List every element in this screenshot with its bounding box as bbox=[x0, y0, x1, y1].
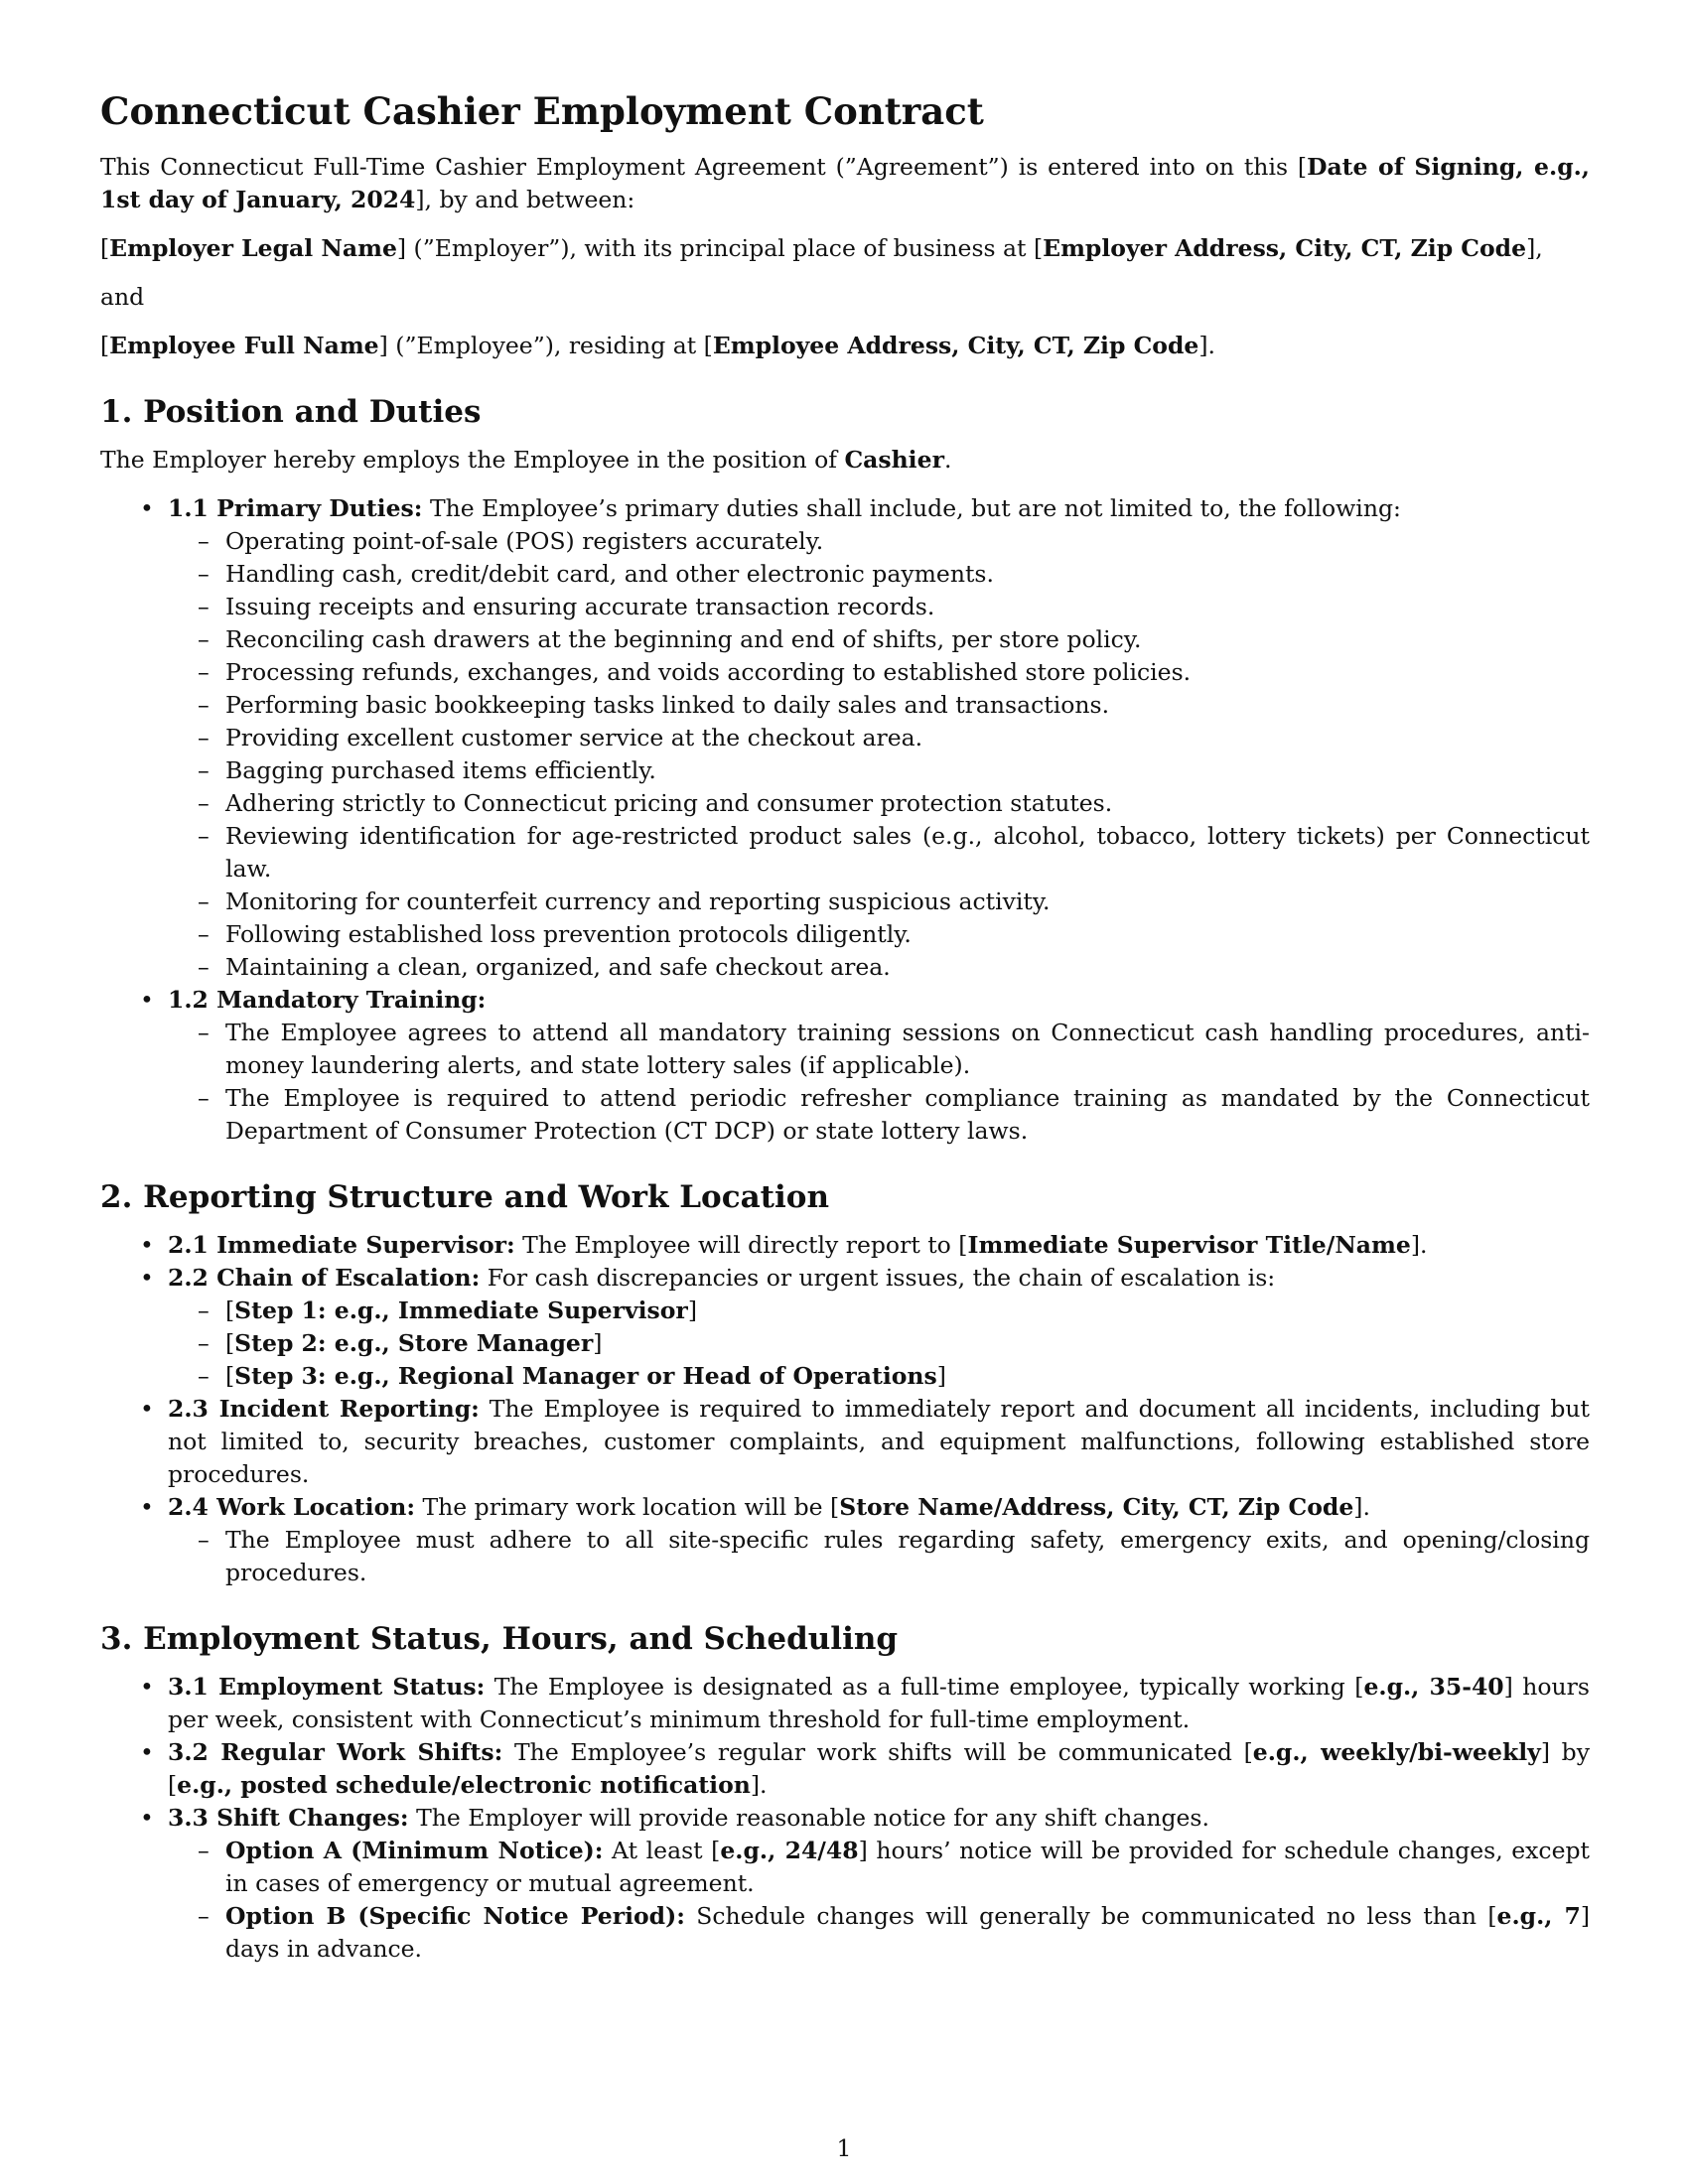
clause-item bbox=[100, 1262, 1590, 1393]
text-run: Issuing receipts and ensuring accurate transaction records. bbox=[225, 593, 935, 620]
section-heading: 2. Reporting Structure and Work Location bbox=[100, 1179, 829, 1215]
text-run: and bbox=[100, 283, 145, 311]
bold-text: Date of Signing, e.g., 1st day of January, 2024 bbox=[100, 153, 1590, 213]
sub-clause-item bbox=[168, 918, 1590, 951]
sub-clause-list bbox=[168, 1835, 1590, 1966]
conjunction-paragraph bbox=[100, 281, 1590, 314]
clause-item bbox=[100, 492, 1590, 984]
text-run: The primary work location will be [ bbox=[415, 1493, 840, 1521]
text-run: ] bbox=[593, 1329, 603, 1357]
sections-container bbox=[100, 392, 1590, 1966]
section-heading: 3. Employment Status, Hours, and Scheduling bbox=[100, 1621, 899, 1657]
sub-clause-item bbox=[168, 1017, 1590, 1082]
clause-item bbox=[100, 984, 1590, 1148]
employer-paragraph bbox=[100, 232, 1590, 265]
sub-clause-list bbox=[168, 1524, 1590, 1589]
sub-clause-item bbox=[168, 591, 1590, 623]
sub-clause-item bbox=[168, 754, 1590, 787]
bold-text: 3.3 Shift Changes: bbox=[168, 1804, 409, 1832]
bold-text: Option A (Minimum Notice): bbox=[225, 1837, 604, 1864]
text-run: Operating point-of-sale (POS) registers accurately. bbox=[225, 527, 824, 555]
text-run: ]. bbox=[1353, 1493, 1370, 1521]
bold-text: Employer Legal Name bbox=[109, 234, 397, 262]
section-heading: 1. Position and Duties bbox=[100, 394, 482, 430]
text-run: [ bbox=[100, 332, 110, 359]
bold-text: e.g., posted schedule/electronic notification bbox=[177, 1771, 751, 1799]
sub-clause-item bbox=[168, 1295, 1590, 1327]
sub-clause-item bbox=[168, 787, 1590, 820]
text-run: At least [ bbox=[603, 1837, 721, 1864]
text-run: Processing refunds, exchanges, and voids according to established store policies. bbox=[225, 658, 1192, 686]
text-run: ] bbox=[936, 1362, 946, 1390]
section-1 bbox=[100, 392, 1590, 1148]
clause-item bbox=[100, 1736, 1590, 1802]
document-page bbox=[100, 87, 1590, 1966]
bold-text: 2.1 Immediate Supervisor: bbox=[168, 1231, 515, 1259]
text-run: [ bbox=[225, 1329, 235, 1357]
section-3 bbox=[100, 1619, 1590, 1966]
sub-clause-item bbox=[168, 722, 1590, 754]
bold-text: 3.2 Regular Work Shifts: bbox=[168, 1738, 503, 1766]
clause-item bbox=[100, 1491, 1590, 1589]
text-run: For cash discrepancies or urgent issues, the chain of escalation is: bbox=[480, 1264, 1276, 1292]
text-run: Following established loss prevention protocols diligently. bbox=[225, 920, 912, 948]
bold-text: Employer Address, City, CT, Zip Code bbox=[1043, 234, 1527, 262]
text-run: ] (”Employer”), with its principal place of business at [ bbox=[396, 234, 1044, 262]
section-2 bbox=[100, 1177, 1590, 1589]
text-run: The Employee’s primary duties shall include, but are not limited to, the following: bbox=[422, 494, 1401, 522]
bold-text: Store Name/Address, City, CT, Zip Code bbox=[839, 1493, 1354, 1521]
sub-clause-item bbox=[168, 525, 1590, 558]
bold-text: Employee Full Name bbox=[109, 332, 379, 359]
text-run: ]. bbox=[750, 1771, 768, 1799]
text-run: The Employee is required to immediately report and document all incidents, including but not limited to, security breaches, customer complaints, and equipment malfunctions, following established store procedures. bbox=[168, 1395, 1590, 1488]
text-run: ] bbox=[687, 1297, 697, 1324]
sub-clause-item bbox=[168, 1082, 1590, 1148]
text-run: The Employer will provide reasonable notice for any shift changes. bbox=[408, 1804, 1209, 1832]
text-run: ] hours’ notice will be provided for schedule changes, except in cases of emergency or mutual agreement. bbox=[225, 1837, 1590, 1897]
sub-clause-item bbox=[168, 1327, 1590, 1360]
text-run: Performing basic bookkeeping tasks linked to daily sales and transactions. bbox=[225, 691, 1110, 719]
text-run: The Employee must adhere to all site-specific rules regarding safety, emergency exits, and opening/closing procedures. bbox=[225, 1526, 1590, 1586]
sub-clause-list bbox=[168, 1017, 1590, 1148]
text-run: The Employer hereby employs the Employee in the position of bbox=[100, 446, 845, 474]
sub-clause-item bbox=[168, 1900, 1590, 1966]
sub-clause-item bbox=[168, 1835, 1590, 1900]
text-run: The Employee is required to attend periodic refresher compliance training as mandated by the Connecticut Department of Consumer Protection (CT DCP) or state lottery laws. bbox=[225, 1084, 1590, 1145]
page-number: 1 bbox=[836, 2134, 852, 2162]
sub-clause-item bbox=[168, 886, 1590, 918]
bold-text: Employee Address, City, CT, Zip Code bbox=[712, 332, 1199, 359]
text-run: The Employee is designated as a full-time employee, typically working [ bbox=[485, 1673, 1364, 1701]
text-run: Monitoring for counterfeit currency and reporting suspicious activity. bbox=[225, 887, 1051, 915]
text-run: The Employee’s regular work shifts will be communicated [ bbox=[502, 1738, 1253, 1766]
bold-text: e.g., weekly/bi-weekly bbox=[1252, 1738, 1541, 1766]
bold-text: Step 3: e.g., Regional Manager or Head of Operations bbox=[234, 1362, 937, 1390]
text-run: The Employee will directly report to [ bbox=[514, 1231, 968, 1259]
text-run: The Employee agrees to attend all mandatory training sessions on Connecticut cash handling procedures, anti-money laundering alerts, and state lottery sales (if applicable). bbox=[225, 1019, 1590, 1079]
text-run: ]. bbox=[1410, 1231, 1428, 1259]
clause-list bbox=[100, 1671, 1590, 1966]
clause-item bbox=[100, 1802, 1590, 1966]
bold-text: e.g., 35-40 bbox=[1363, 1673, 1504, 1701]
text-run: Handling cash, credit/debit card, and other electronic payments. bbox=[225, 560, 994, 588]
text-run: ] hours per week, consistent with Connecticut’s minimum threshold for full-time employment. bbox=[168, 1673, 1590, 1733]
bold-text: Option B (Specific Notice Period): bbox=[225, 1902, 685, 1930]
text-run: Bagging purchased items efficiently. bbox=[225, 756, 656, 784]
bold-text: 2.3 Incident Reporting: bbox=[168, 1395, 480, 1423]
text-run: This Connecticut Full-Time Cashier Employment Agreement (”Agreement”) is entered into on this [ bbox=[100, 153, 1308, 181]
text-run: [ bbox=[100, 234, 110, 262]
bold-text: Step 1: e.g., Immediate Supervisor bbox=[234, 1297, 688, 1324]
sub-clause-list bbox=[168, 525, 1590, 984]
bold-text: Cashier bbox=[844, 446, 944, 474]
text-run: [ bbox=[225, 1297, 235, 1324]
sub-clause-item bbox=[168, 1524, 1590, 1589]
text-run: ], by and between: bbox=[415, 186, 635, 213]
clause-item bbox=[100, 1229, 1590, 1262]
text-run: ]. bbox=[1198, 332, 1215, 359]
text-run: Adhering strictly to Connecticut pricing and consumer protection statutes. bbox=[225, 789, 1113, 817]
sub-clause-item bbox=[168, 820, 1590, 886]
sub-clause-item bbox=[168, 951, 1590, 984]
clause-list bbox=[100, 1229, 1590, 1589]
bold-text: Step 2: e.g., Store Manager bbox=[234, 1329, 594, 1357]
text-run: [ bbox=[225, 1362, 235, 1390]
intro-paragraph bbox=[100, 151, 1590, 216]
bold-text: Immediate Supervisor Title/Name bbox=[967, 1231, 1411, 1259]
text-run: . bbox=[943, 446, 952, 474]
text-run: Schedule changes will generally be communicated no less than [ bbox=[684, 1902, 1497, 1930]
sub-clause-item bbox=[168, 656, 1590, 689]
document-title: Connecticut Cashier Employment Contract bbox=[100, 89, 984, 133]
text-run: ] by [ bbox=[168, 1738, 1590, 1799]
sub-clause-item bbox=[168, 689, 1590, 722]
text-run: Reviewing identification for age-restricted product sales (e.g., alcohol, tobacco, lottery tickets) per Connecticut law. bbox=[225, 822, 1590, 883]
bold-text: 3.1 Employment Status: bbox=[168, 1673, 486, 1701]
text-run: ], bbox=[1526, 234, 1543, 262]
text-run: Providing excellent customer service at the checkout area. bbox=[225, 724, 923, 751]
sub-clause-list bbox=[168, 1295, 1590, 1393]
bold-text: 1.1 Primary Duties: bbox=[168, 494, 423, 522]
bold-text: 1.2 Mandatory Training: bbox=[168, 986, 487, 1014]
bold-text: 2.4 Work Location: bbox=[168, 1493, 416, 1521]
clause-item bbox=[100, 1393, 1590, 1491]
text-run: Maintaining a clean, organized, and safe checkout area. bbox=[225, 953, 891, 981]
sub-clause-item bbox=[168, 1360, 1590, 1393]
section-intro bbox=[100, 444, 1590, 477]
clause-list bbox=[100, 492, 1590, 1148]
bold-text: e.g., 24/48 bbox=[720, 1837, 859, 1864]
text-run: ] (”Employee”), residing at [ bbox=[378, 332, 713, 359]
bold-text: e.g., 7 bbox=[1496, 1902, 1581, 1930]
sub-clause-item bbox=[168, 623, 1590, 656]
text-run: Reconciling cash drawers at the beginning and end of shifts, per store policy. bbox=[225, 625, 1142, 653]
bold-text: 2.2 Chain of Escalation: bbox=[168, 1264, 481, 1292]
text-run: ] days in advance. bbox=[225, 1902, 1590, 1963]
sub-clause-item bbox=[168, 558, 1590, 591]
employee-paragraph bbox=[100, 330, 1590, 362]
clause-item bbox=[100, 1671, 1590, 1736]
